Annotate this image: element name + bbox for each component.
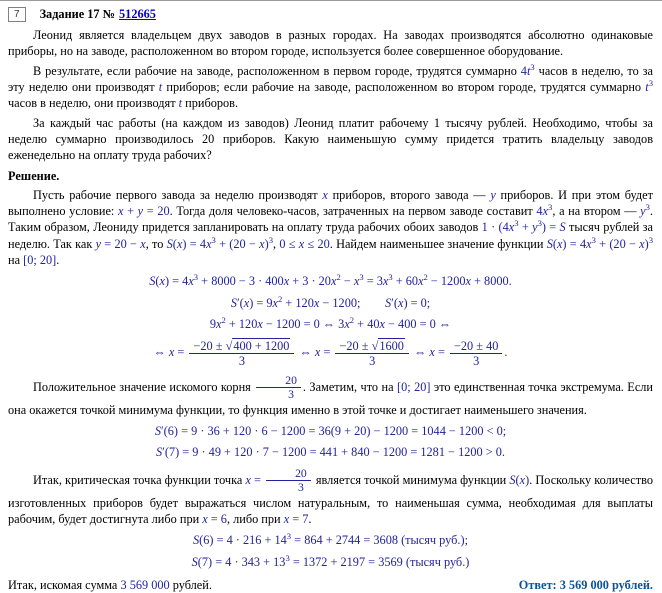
problem-paragraph-2: В результате, если рабочие на заводе, расположенном в первом городе, трудятся суммарно $4t^3$ часов в неделю, то за эту неделю они производят t приборов; если рабочие на заводе, расположенном во втором городе, трудятся суммарно $t^3$ часов в неделю, они производят t приборов. xyxy=(8,61,653,111)
equation-quadratic: $9x^2 + 120x - 1200 = 0$ ⇔ $3x^2 + 40x - 400 = 0$ ⇔ xyxy=(209,315,452,332)
solution-paragraph-1: Пусть рабочие первого завода за неделю производят x приборов, второго завода — y приборов. И при этом будет выполнено условие: x + y = 20. Тогда доля человеко-часов, затраченных на первом заводе составит $4x^3$, а на втором — $y^3$. Таким образом, Леониду придется запланировать на оплату труда рабочих обоих заводов $1 \cdot (4x^3 + y^3) = S$ тысяч рублей за неделю. Так как y = 20 − x, то $S(x) = 4x^3 + (20 - x)^3$, 0 ≤ x ≤ 20. Найдем наименьшее значение функции $S(x) = 4x^3 + (20 - x)^3$ на [0; 20]. xyxy=(8,187,654,268)
problem-paragraph-3: За каждый час работы (на каждом из заводов) Леонид платит рабочему 1 тысячу рублей. Необходимо, чтобы за неделю суммарно производилось 20 приборов. Какую наименьшую сумму придется тратить владельцу заводов еженедельно на оплату труда рабочих? xyxy=(8,115,653,163)
final-sum-text: Итак, искомая сумма 3 569 000 рублей. xyxy=(8,578,212,593)
solution-paragraph-3: Итак, критическая точка функции точка x = $\frac{20}{3}$ является точкой минимума функции S(x). Поскольку количество изготовленных приборов будет выражаться числом натуральным, то наименьшая сумма, необходимая для выплаты рабочим, будет достигнута либо при x = 6, либо при x = 7. xyxy=(8,466,653,526)
task-title-text: Задание 17 № xyxy=(39,7,116,21)
task-index-box: 7 xyxy=(8,7,26,22)
equation-derivative-at-6: S′(6) = 9 · 36 + 120 · 6 − 1200 = 36(9 + 20) − 1200 = 1044 − 1200 < 0; xyxy=(154,424,507,439)
equation-derivative-at-7: S′(7) = 9 · 49 + 120 · 7 − 1200 = 441 + 840 − 1200 = 1281 − 1200 > 0. xyxy=(156,445,505,460)
answer-row xyxy=(8,578,653,593)
answer-text: Ответ: 3 569 000 рублей. xyxy=(518,578,653,593)
equation-derivative: $S'(x) = 9x^2 + 120x - 1200$; S′(x) = 0; xyxy=(230,293,431,310)
problem-paragraph-1: Леонид является владельцем двух заводов в разных городах. На заводах производятся абсолютно одинаковые приборы, но на заводе, расположенном во втором городе, используется более совершенное оборудование. xyxy=(8,28,653,59)
solution-label: Решение. xyxy=(8,168,60,183)
task-header xyxy=(8,7,653,22)
task-number-link[interactable]: 512665 xyxy=(119,7,156,21)
equation-expansion: $S(x) = 4x^3 + 8000 - 3 \cdot 400x + 3 \cdot 20x^2 - x^3 = 3x^3 + 60x^2 - 1200x + 8000$. xyxy=(149,272,512,289)
equation-roots: ⇔ x = $\frac{-20 \pm √400 + 1200}{3}$ ⇔ x = $\frac{-20 \pm √1600}{3}$ ⇔ x = $\frac{-20 \pm 40}{3}$ . xyxy=(153,338,508,368)
equation-cost-at-7: $S(7) = 4 \cdot 343 + 13^3 = 1372 + 2197 = 3569$ (тысяч руб.) xyxy=(191,552,470,569)
solution-paragraph-2: Положительное значение искомого корня $\frac{20}{3}$ . Заметим, что на [0; 20] это единственная точка экстремума. Если она окажется точкой минимума функции, то функция именно в этой точке и достигает наименьшего значения. xyxy=(8,373,653,417)
equation-cost-at-6: $S(6) = 4 \cdot 216 + 14^3 = 864 + 2744 = 3608$ (тысяч руб.); xyxy=(193,531,468,548)
task-title xyxy=(40,7,156,22)
